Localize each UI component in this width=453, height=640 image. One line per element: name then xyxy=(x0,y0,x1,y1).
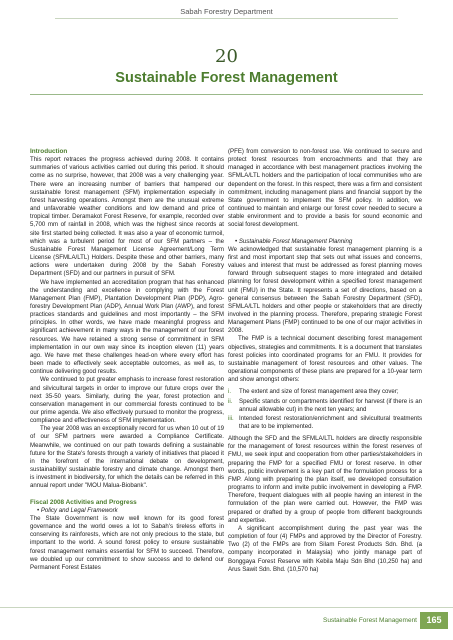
spacer xyxy=(228,230,422,238)
fmp-components-list xyxy=(228,388,422,431)
paragraph: We have implemented an accreditation program that has enhanced the understanding and excellence in complying with the Forest Management Plan (FMP), Plantation Development Plan (PDP), Agro-forestry Development Plan (ADP), Annual Work Plan (AWP), and forest practices standards and guidelines and most importantly – the SFM principles. In other words, we have made meaningful progress and significant achievement in many ways in the management of our forest resources. We have retained a strong sense of commitment in SFM implementation in our own way since its inception eleven (11) years ago. We have met these challenges head-on where every effort has been made to effectively seek acceptable outcomes, as well as, to continue delivering good results. xyxy=(30,278,224,376)
chapter-title: Sustainable Forest Management xyxy=(115,70,338,86)
title-divider xyxy=(30,94,423,95)
section-heading-introduction: Introduction xyxy=(30,148,68,155)
paragraph: The State Government is now well known for its good forest governance and the world owes a lot to Sabah's tireless efforts in conserving its rainforests, which are not only precious to the state, but important to the world. A sound forest policy to ensure sustainable forest management remains essential for SFM to succeed. Therefore, we doubled up our commitment to show success and to defend our Permanent Forest Estates xyxy=(30,514,224,571)
list-item-text: Intended forest restoration/enrichment and silvicultural treatments that are to be implemented. xyxy=(239,414,422,430)
paragraph: We acknowledged that sustainable forest management planning is a first and most important step that sets out what issues and concerns, values and interest that must be addressed as forest planning moves forward through subsequent stages to more integrated and detailed planning for forest development within a specified forest management unit (FMU) in the State. It represents a set of directions, based on a general consensus between the Sabah Forestry Department (SFD), SFMLA/LTL holders and other people or stakeholders that are directly involved in the planning process. Therefore, preparing strategic Forest Management Plans (FMP) continued to be one of our major activities in 2008. xyxy=(228,245,422,335)
section-heading-fiscal: Fiscal 2008 Activities and Progress xyxy=(30,498,137,506)
right-column xyxy=(228,148,422,574)
running-header: Sabah Forestry Department xyxy=(180,7,273,16)
list-item-text: The extent and size of forest management area they cover; xyxy=(239,388,399,396)
list-item-number: iii. xyxy=(228,414,234,422)
list-item-number: ii. xyxy=(228,397,233,405)
bullet-heading-policy: • Policy and Legal Framework xyxy=(37,506,118,514)
left-column xyxy=(30,148,224,572)
list-item xyxy=(228,388,422,396)
list-item xyxy=(228,398,422,414)
list-item xyxy=(228,415,422,431)
footer-section-label: Sustainable Forest Management xyxy=(323,617,417,624)
paragraph: We continued to put greater emphasis to increase forest restoration and silvicultural targets in order to improve our future crops over the next 35-50 years. Similarly, during the year, forest protection and conservation management in our commercial forests continued to be our prime agenda. We also effectively pursued to monitor the progress, compliance and effectiveness of SFM implementation. xyxy=(30,376,224,425)
bullet-heading-planning: • Sustainable Forest Management Planning xyxy=(235,237,353,245)
paragraph: The year 2008 was an exceptionally record for us when 10 out of 19 of our SFM partners were awarded a Compliance Certificate. Meanwhile, we continued on our path towards defining a sustainable future for the State's forests through a variety of initiatives that placed it in the forefront of the international debate on development, sustainability/ sustainable forestry and climate change. Amongst them is investment in biodiversity, for which the details can be referred in this annual report under "MOU Malua-Biobank". xyxy=(30,425,224,490)
paragraph: (PFE) from conversion to non-forest use. We continued to secure and protect forest resources from encroachments and that they are managed in accordance with best management practices involving the SFMLA/LTL holders and the participation of local communities who are dependent on the forest. In this respect, there was a firm and consistent commitment, including management plans and financial support by the State government to implement the SFM policy. In addition, we continued to maintain and enlarge our forest cover needed to secure a stable environment and to provide a basis for sound economic and social forest development. xyxy=(228,148,422,229)
page-number: 165 xyxy=(420,612,448,629)
list-item-text: Specific stands or compartments identified for harvest (if there is an annual allowable cut) in the next ten years; and xyxy=(239,397,422,413)
chapter-number: 20 xyxy=(215,46,238,67)
bullet-heading-label: Sustainable Forest Management Planning xyxy=(238,237,353,245)
header-divider xyxy=(55,18,398,19)
footer-divider xyxy=(0,607,453,608)
bullet-heading-label: Policy and Legal Framework xyxy=(40,506,118,514)
paragraph: A significant accomplishment during the past year was the completion of four (4) FMPs and approved by the Director of Forestry. Two (2) of the FMPs are from Silam Forest Products Sdn. Bhd. (a company incorporated in Malaysia) who jointly manage part of Bonggaya Forest Reserve with Kebila Maju Sdn Bhd (10,250 ha) and Arus Sawit Sdn. Bhd. (10,570 ha) xyxy=(228,524,422,573)
list-item-number: i. xyxy=(228,388,232,396)
paragraph: Although the SFD and the SFMLA/LTL holders are directly responsible for the management of forest resources within the forest reserves of FMU, we seek input and cooperation from other parties/stakeholders in preparing the FMP for a specified FMU or forest reserve. In other words, public involvement is a key part of the formulation process for a FMP. Along with preparing the plan itself, we developed consultation programs to inform and invite public involvement in developing a FMP. Therefore, frequent dialogues with all people having an interest in the formulation of the plan were carried out. However, the FMP was prepared or drafted by a group of people from different backgrounds and expertise. xyxy=(228,435,422,524)
paragraph: The FMP is a technical document describing forest management objectives, strategies and commitments. It is a document that translates forest policies into coordinated programs for an FMU. It provides for sustainable management of forest resources and other values. The operational components of these plans are prepared for a 10-year term and show amongst others: xyxy=(228,335,422,384)
spacer xyxy=(30,491,224,499)
paragraph: This report retraces the progress achieved during 2008. It contains summaries of various activities carried out during this period. It should come as no surprise, however, that 2008 was a very challenging year. There were an increasing number of barriers that hampered our sustainable forest management (SFM) implementation especially in forest harvesting operations. Amongst them are the unusual extreme and unfavorable weather conditions and low demand and price of tropical timber. Deramakot Forest Reserve, for example, recorded over 5,700 mm of rainfall in 2008, which was the highest since records at site first started being collected. It was also a year of economic turmoil, which was a turbulent period for most of our SFM partners – the Sustainable Forest Management License Agreement/Long Term License (SFMLA/LTL) Holders. Despite these and other barriers, many actions were undertaken during 2008 by the Sabah Forestry Department (SFD) and our partners in pursuit of SFM. xyxy=(30,156,224,278)
